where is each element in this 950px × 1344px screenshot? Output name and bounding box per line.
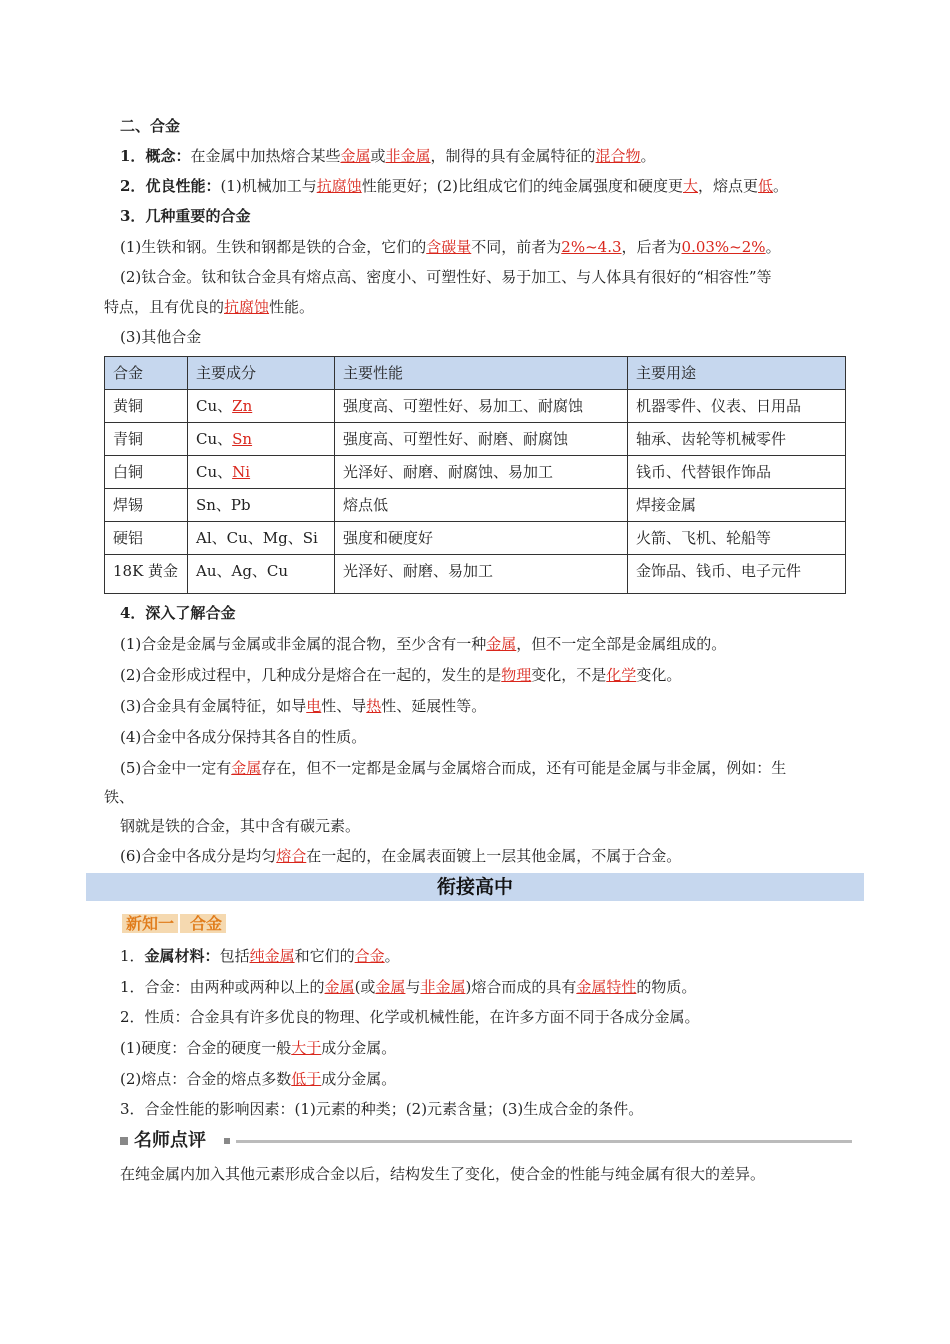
hardness-line — [120, 1038, 862, 1058]
iron-steel-line — [120, 237, 862, 257]
teacher-comment-label: 名师点评 — [134, 1130, 206, 1151]
table-row — [105, 390, 846, 423]
text: 。 — [773, 177, 789, 195]
alloy-name: 青铜 — [105, 423, 188, 456]
text: (3)合金具有金属特征，如导 — [120, 697, 307, 715]
answer-blank: 金属特性 — [576, 978, 637, 996]
answer-blank: 含碳量 — [426, 238, 472, 256]
text: 或 — [370, 147, 386, 165]
answer-blank: Zn — [232, 397, 253, 415]
text: 变化，不是 — [531, 666, 607, 684]
text: Cu、 — [196, 430, 233, 448]
table-row — [105, 555, 846, 594]
text: )熔合而成的具有 — [465, 978, 577, 996]
answer-blank: 金属 — [324, 978, 355, 996]
titanium-line-1: (2)钛合金。钛和钛合金具有熔点高、密度小、可塑性好、易于加工、与人体具有很好的“相容性”等 — [120, 268, 772, 286]
answer-blank: 金属 — [231, 759, 262, 777]
table-header-cell: 主要用途 — [628, 357, 846, 390]
answer-blank: 物理 — [501, 666, 532, 684]
answer-blank: 非金属 — [420, 978, 466, 996]
text: (2)熔点：合金的熔点多数 — [120, 1070, 292, 1088]
new-knowledge-topic: 合金 — [180, 914, 226, 933]
text: 性能。 — [269, 298, 315, 316]
answer-blank: 热 — [366, 697, 382, 715]
text: (6)合金中各成分是均匀 — [120, 847, 277, 865]
text: 与 — [405, 978, 421, 996]
text: 不同，前者为 — [471, 238, 562, 256]
text: 成分金属。 — [321, 1070, 397, 1088]
text: 在金属中加热熔合某些 — [190, 147, 341, 165]
alloy-use: 焊接金属 — [628, 489, 846, 522]
answer-blank: 电 — [306, 697, 322, 715]
properties-line — [120, 176, 862, 196]
answer-blank: Ni — [232, 463, 251, 481]
answer-blank: 金属 — [340, 147, 371, 165]
alloy-name: 18K 黄金 — [105, 555, 188, 594]
table-header-cell: 主要性能 — [335, 357, 628, 390]
answer-blank: Sn — [232, 430, 253, 448]
answer-blank: 大于 — [291, 1039, 322, 1057]
text: 。 — [640, 147, 656, 165]
text: Cu、 — [196, 463, 233, 481]
deep-point-5-cont-2: 钢就是铁的合金，其中含有碳元素。 — [120, 817, 361, 835]
deep-point-1 — [120, 634, 862, 654]
text: ，熔点更 — [697, 177, 758, 195]
alloy-name: 白铜 — [105, 456, 188, 489]
alloy-definition-line — [120, 977, 862, 997]
alloy-nature-line: 2．性质：合金具有许多优良的物理、化学或机械性能，在许多方面不同于各成分金属。 — [120, 1008, 700, 1026]
deep-understanding-title: 4．深入了解合金 — [120, 604, 236, 622]
alloy-composition — [188, 390, 335, 423]
text: 性能更好；(2)比组成它们的纯金属强度和硬度更 — [361, 177, 683, 195]
text: 特点，且有优良的 — [104, 298, 225, 316]
concept-line — [120, 146, 862, 166]
deep-point-5-cont: 铁、 — [104, 788, 135, 806]
item-number: 2． — [120, 177, 146, 195]
titanium-line-2 — [104, 297, 862, 317]
answer-blank: 抗腐蚀 — [316, 177, 362, 195]
deep-point-4: (4)合金中各成分保持其各自的性质。 — [120, 728, 367, 746]
answer-blank: 纯金属 — [249, 947, 295, 965]
properties-label: 优良性能： — [145, 177, 221, 195]
text: (或 — [354, 978, 376, 996]
text: 包括 — [219, 947, 250, 965]
alloy-name: 硬铝 — [105, 522, 188, 555]
alloy-use: 钱币、代替银作饰品 — [628, 456, 846, 489]
text: 的物质。 — [636, 978, 697, 996]
alloy-table — [104, 356, 846, 594]
deep-point-5 — [120, 758, 862, 778]
teacher-comment-header — [120, 1128, 852, 1154]
alloy-name: 黄铜 — [105, 390, 188, 423]
text: 和它们的 — [294, 947, 355, 965]
answer-blank: 熔合 — [276, 847, 307, 865]
text: (1)合金是金属与金属或非金属的混合物，至少含有一种 — [120, 635, 487, 653]
answer-blank: 合金 — [354, 947, 385, 965]
other-alloys-line: (3)其他合金 — [120, 328, 202, 346]
text: 。 — [384, 947, 400, 965]
text: ，后者为 — [621, 238, 682, 256]
text: (2)合金形成过程中，几种成分是熔合在一起的，发生的是 — [120, 666, 502, 684]
alloy-use: 轴承、齿轮等机械零件 — [628, 423, 846, 456]
deep-point-3 — [120, 696, 862, 716]
factors-line: 3．合金性能的影响因素：(1)元素的种类；(2)元素含量；(3)生成合金的条件。 — [120, 1100, 644, 1118]
section-title-alloy: 二、合金 — [120, 117, 181, 135]
text: 性、延展性等。 — [381, 697, 487, 715]
answer-blank: 0.03%~2% — [681, 238, 766, 256]
table-header-cell: 合金 — [105, 357, 188, 390]
alloy-composition: Al、Cu、Mg、Si — [188, 522, 335, 555]
table-row — [105, 423, 846, 456]
answer-blank: 大 — [682, 177, 698, 195]
text: 性、导 — [321, 697, 367, 715]
text: 。 — [765, 238, 781, 256]
section-band-title: 衔接高中 — [86, 873, 864, 901]
text: (1)机械加工与 — [220, 177, 317, 195]
alloy-composition — [188, 423, 335, 456]
alloy-composition: Au、Ag、Cu — [188, 555, 335, 594]
alloy-property: 光泽好、耐磨、耐腐蚀、易加工 — [335, 456, 628, 489]
alloy-name: 焊锡 — [105, 489, 188, 522]
text: (1)生铁和钢。生铁和钢都是铁的合金，它们的 — [120, 238, 427, 256]
text: Cu、 — [196, 397, 233, 415]
alloy-property: 强度和硬度好 — [335, 522, 628, 555]
answer-blank: 非金属 — [385, 147, 431, 165]
answer-blank: 低于 — [291, 1070, 322, 1088]
table-row — [105, 489, 846, 522]
table-header-cell: 主要成分 — [188, 357, 335, 390]
alloy-property: 强度高、可塑性好、耐磨、耐腐蚀 — [335, 423, 628, 456]
answer-blank: 金属 — [486, 635, 517, 653]
metal-material-line — [120, 946, 862, 966]
answer-blank: 抗腐蚀 — [224, 298, 270, 316]
alloy-use: 火箭、飞机、轮船等 — [628, 522, 846, 555]
answer-blank: 金属 — [375, 978, 406, 996]
deep-point-2 — [120, 665, 862, 685]
text: 变化。 — [636, 666, 682, 684]
alloy-use: 机器零件、仪表、日用品 — [628, 390, 846, 423]
text: 在一起的，在金属表面镀上一层其他金属，不属于合金。 — [306, 847, 682, 865]
text: 成分金属。 — [321, 1039, 397, 1057]
table-header-row — [105, 357, 846, 390]
table-row — [105, 456, 846, 489]
answer-blank: 混合物 — [595, 147, 641, 165]
answer-blank: 2%~4.3 — [561, 238, 622, 256]
item-number: 1． — [120, 947, 145, 965]
new-knowledge-tag — [122, 912, 226, 936]
text: (5)合金中一定有 — [120, 759, 232, 777]
item-number: 1． — [120, 147, 146, 165]
alloy-composition: Sn、Pb — [188, 489, 335, 522]
text: ，但不一定全部是金属组成的。 — [516, 635, 727, 653]
alloy-property: 光泽好、耐磨、易加工 — [335, 555, 628, 594]
new-knowledge-label: 新知一 — [122, 914, 178, 933]
teacher-comment-text: 在纯金属内加入其他元素形成合金以后，结构发生了变化，使合金的性能与纯金属有很大的差异。 — [120, 1165, 766, 1183]
text: 1．合金：由两种或两种以上的 — [120, 978, 325, 996]
square-bullet-icon — [120, 1137, 128, 1145]
text: ，制得的具有金属特征的 — [430, 147, 596, 165]
alloy-composition — [188, 456, 335, 489]
alloy-property: 熔点低 — [335, 489, 628, 522]
deep-point-6 — [120, 846, 862, 866]
melting-point-line — [120, 1069, 862, 1089]
text: 存在，但不一定都是金属与金属熔合而成，还有可能是金属与非金属，例如：生 — [261, 759, 787, 777]
alloy-use: 金饰品、钱币、电子元件 — [628, 555, 846, 594]
square-bullet-icon — [224, 1138, 230, 1144]
text: (1)硬度：合金的硬度一般 — [120, 1039, 292, 1057]
divider — [236, 1140, 852, 1143]
answer-blank: 低 — [758, 177, 774, 195]
metal-material-label: 金属材料： — [144, 947, 220, 965]
alloy-property: 强度高、可塑性好、易加工、耐腐蚀 — [335, 390, 628, 423]
answer-blank: 化学 — [606, 666, 637, 684]
important-alloys-title: 3．几种重要的合金 — [120, 207, 251, 225]
concept-label: 概念： — [145, 147, 191, 165]
table-row — [105, 522, 846, 555]
